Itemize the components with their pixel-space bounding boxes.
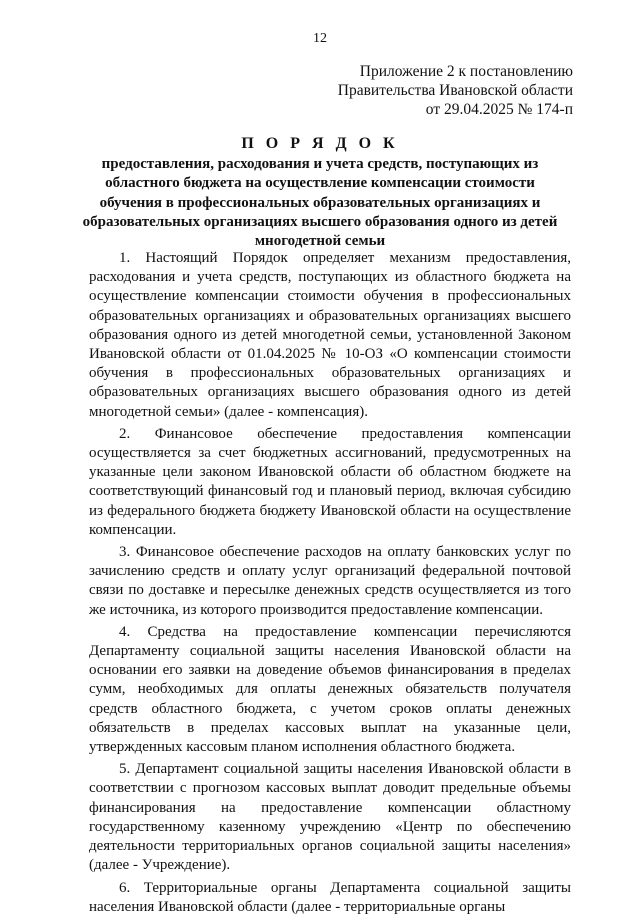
- annex-reference: [338, 62, 573, 119]
- paragraph: 1. Настоящий Порядок определяет механизм предоставления, расходования и учета средств, поступающих из областного бюджета на осуществление компенсации стоимости обучения в профессиональных образовательных организациях и образовательных организациях высшего образования одного из детей многодетной семьи, установленной Законом Ивановской области от 01.04.2025 № 10-ОЗ «О компенсации стоимости обучения в профессиональных образовательных организациях и образовательных организациях высшего образования одного из детей многодетной семьи» (далее - компенсация).: [89, 250, 571, 420]
- document-body: [89, 249, 571, 920]
- paragraph: 6. Территориальные органы Департамента социальной защиты населения Ивановской области (далее - территориальные органы: [89, 879, 571, 915]
- document-title: П О Р Я Д О К: [241, 135, 399, 152]
- annex-line: Правительства Ивановской области: [337, 82, 573, 99]
- paragraph: 2. Финансовое обеспечение предоставления компенсации осуществляется за счет бюджетных ассигнований, предусмотренных на указанные цели законом Ивановской области об областном бюджете на соответствующий финансовый год и плановый период, включая субсидию из федерального бюджета бюджету Ивановской области на осуществление компенсации.: [89, 425, 571, 538]
- document-subtitle: предоставления, расходования и учета средств, поступающих из областного бюджета на осуществление компенсации стоимости обучения в профессиональных образовательных организациях и образовательных организациях высшего образования одного из детей многодетной семьи: [82, 156, 558, 250]
- paragraph: 5. Департамент социальной защиты населения Ивановской области в соответствии с прогнозом кассовых выплат доводит предельные объемы финансирования на предоставление компенсации областному государственному казенному учреждению «Центр по обеспечению деятельности территориальных органов социальной защиты населения» (далее - Учреждение).: [89, 761, 571, 874]
- annex-line: Приложение 2 к постановлению: [359, 63, 573, 80]
- document-heading: [80, 134, 560, 251]
- paragraph: 4. Средства на предоставление компенсации перечисляются Департаменту социальной защиты населения Ивановской области на основании его заявки на доведение объемов финансирования в пределах сумм, необходимых для оплаты денежных обязательств получателя средств областного бюджета, с учетом сроков оплаты денежных обязательств в пределах кассовых выплат на указанные цели, утвержденных кассовым планом исполнения областного бюджета.: [89, 623, 571, 756]
- page-number: 12: [313, 31, 327, 46]
- annex-line: от 29.04.2025 № 174-п: [425, 101, 573, 118]
- paragraph: 3. Финансовое обеспечение расходов на оплату банковских услуг по зачислению средств и оплату услуг организаций федеральной почтовой связи по доставке и пересылке денежных средств осуществляется из того же источника, из которого производится предоставление компенсации.: [89, 544, 571, 618]
